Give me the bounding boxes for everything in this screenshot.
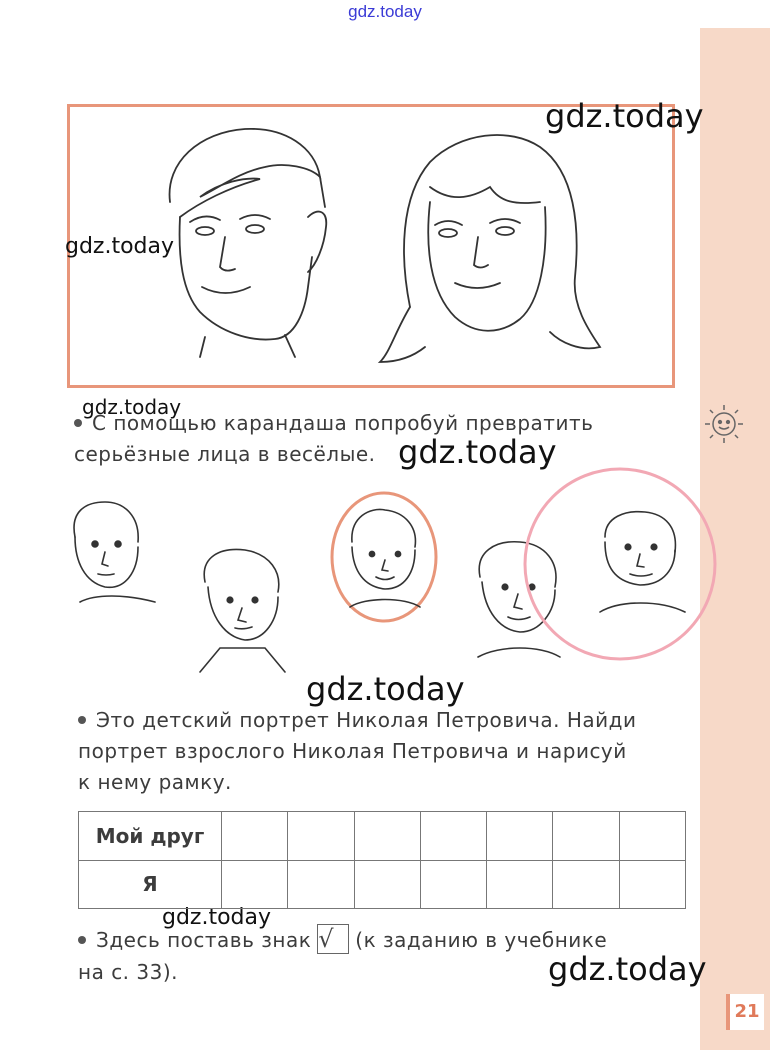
- table-cell[interactable]: [288, 812, 354, 861]
- watermark: gdz.today: [398, 433, 557, 471]
- task2-line1-text: Это детский портрет Николая Петровича. Найди: [96, 708, 637, 732]
- task3-paragraph: [78, 925, 686, 988]
- table-cell[interactable]: [553, 860, 619, 909]
- table-cell[interactable]: [553, 812, 619, 861]
- table-cell[interactable]: [619, 860, 685, 909]
- watermark: gdz.today: [306, 670, 465, 708]
- row-label-friend: Мой друг: [79, 812, 222, 861]
- man-hair: [170, 129, 320, 217]
- task2-line3: к нему рамку.: [78, 770, 232, 794]
- bullet-icon: [78, 936, 86, 944]
- table-cell[interactable]: [420, 860, 486, 909]
- task1-paragraph: [74, 408, 682, 470]
- task3-after-text: (к заданию в учебнике: [355, 928, 608, 952]
- table-cell[interactable]: [420, 812, 486, 861]
- man-face-outline: [180, 217, 312, 340]
- task3-line1: [78, 925, 686, 957]
- task2-paragraph: [78, 705, 686, 798]
- watermark: gdz.today: [162, 905, 272, 930]
- page-number: 21: [726, 994, 764, 1030]
- watermark: gdz.today: [548, 950, 707, 988]
- watermark: gdz.today: [65, 234, 175, 259]
- task1-line1-text: С помощью карандаша попробуй превратить: [92, 411, 594, 435]
- bullet-icon: [78, 716, 86, 724]
- task1-line1: [74, 408, 682, 439]
- watermark: gdz.today: [545, 97, 704, 135]
- row-label-me: Я: [79, 860, 222, 909]
- task3-line2: на с. 33).: [78, 959, 179, 984]
- boy-face-1: [74, 502, 155, 602]
- table-cell[interactable]: [487, 860, 553, 909]
- boy-face-2: [200, 549, 285, 672]
- top-watermark: gdz.today: [348, 2, 422, 21]
- old-man-face: [600, 512, 685, 612]
- teen-face: [478, 542, 560, 657]
- woman-hair: [404, 135, 600, 348]
- watermark: gdz.today: [82, 395, 182, 419]
- task2-line2: портрет взрослого Николая Петровича и нарисуй: [78, 739, 627, 763]
- bullet-icon: [74, 419, 82, 427]
- table-cell[interactable]: [487, 812, 553, 861]
- task3-before-text: Здесь поставь знак: [96, 928, 312, 952]
- task2-line1: [78, 705, 686, 736]
- table-cell[interactable]: [354, 812, 420, 861]
- checkmark-box[interactable]: √: [317, 924, 349, 954]
- child-face: [350, 509, 420, 607]
- table-row: [79, 860, 686, 909]
- table-cell[interactable]: [288, 860, 354, 909]
- table-cell[interactable]: [222, 860, 288, 909]
- sun-icon: [702, 402, 746, 446]
- table-cell[interactable]: [619, 812, 685, 861]
- table-cell[interactable]: [354, 860, 420, 909]
- child-portrait-frame: [332, 493, 436, 621]
- friends-table: [78, 811, 686, 909]
- task1-line2: серьёзные лица в весёлые.: [74, 442, 376, 466]
- table-row: [79, 812, 686, 861]
- portraits-row-illustration: [60, 462, 750, 677]
- table-cell[interactable]: [222, 812, 288, 861]
